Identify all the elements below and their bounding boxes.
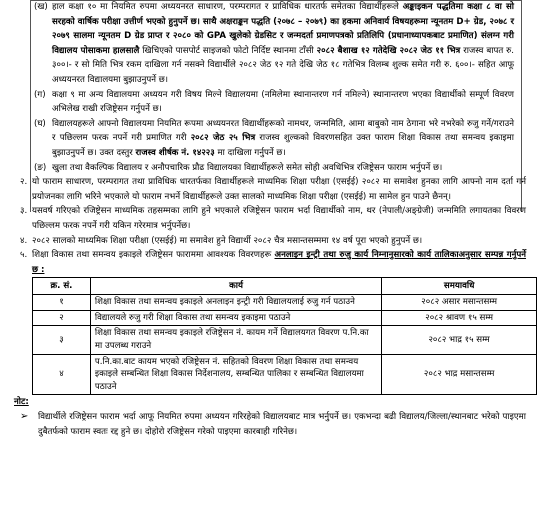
table-row: [33, 354, 537, 395]
item-text: यो फाराम साधारण, परम्परागत तथा प्राविधिक धारतर्फका विद्यार्थीहरूले माध्यमिक शिक्षा परीक्षा (एसईई) २०८२ मा समावेश हुनका लागि आफ्नो नाम दर्ता गर्न प्रयोजनका लागि भरिने भएकाले यो फाराम नभर्ने विद्यार्थीहरूले उक्त सालको माध्यमिक शिक्षा परीक्षा (एसईई) मा सामेल हुन पाउने छैनन्।: [32, 177, 526, 202]
section-gha-revenue-head: राजस्व शीर्षक नं. १४२२३: [135, 147, 215, 158]
item-number: ३.: [20, 206, 28, 217]
section-kha-label: (ख): [34, 2, 48, 12]
section-nga: [12, 161, 536, 176]
section-nga-label: (ङ): [34, 162, 47, 173]
section-kha: [12, 0, 536, 88]
section-kha-bold-3: खुलेको ग्रेडसिट र जन्मदर्ता प्रमाणपत्रको प्रतिलिपि (प्रधानाध्यापकबाट प्रमाणित) संलग्न गरी विद्यालय पोसाकमा हालसालै: [52, 31, 515, 56]
numbered-item: [12, 175, 536, 204]
cell-sn: २: [33, 310, 91, 326]
section-ga: [12, 88, 536, 117]
item-text: २०८२ सालको माध्यमिक शिक्षा परीक्षा (एसईई) मा समावेश हुने विद्यार्थी २०८२ चैत्र मसान्तसम्ममा १४ वर्ष पूरा भएको हुनुपर्ने छ।: [32, 235, 423, 246]
item-number: ४.: [20, 235, 28, 246]
section-kha-line-4: खिचिएको पासपोर्ट साइजको फोटो निर्दिष्ट स्थानमा टाँसी: [142, 45, 317, 56]
note-title: नोट:: [14, 397, 29, 408]
section-kha-line-4-end: राजस्व: [460, 45, 484, 56]
cell-deadline: २०८२ भाद्र मसान्तसम्म: [382, 354, 537, 395]
numbered-item: [12, 204, 536, 233]
section-kha-deadline: २०८२ बैशाख १२ गतेदेखि २०८२ जेठ ११ भित्र: [316, 45, 461, 56]
section-kha-text: [52, 0, 514, 88]
note-item: [12, 410, 536, 439]
header-deadline: समयावधि: [382, 278, 537, 295]
section-ga-label: (ग): [34, 89, 46, 100]
section-gha-line-3: राजस्व शुल्कको विवरणसहित उक्त फाराम शिक्षा विकास तथा समन्वय इकाइमा बुझाउनुपर्ने छ। उक्त दस्तुर: [52, 133, 515, 158]
section-nga-text: खुला तथा वैकल्पिक विद्यालय र अनौपचारिक प्रौढ विद्यालयका विद्यार्थीहरूले समेत सोही अवधिभित्र रजिष्ट्रेसन फाराम भर्नुपर्ने छ।: [52, 162, 443, 173]
item-text: यसवर्ष गरिएको रजिष्ट्रेसन माध्यमिक तहसम्मका लागि हुने भएकाले रजिष्ट्रेसन फाराम भर्दा विद्यार्थीको नाम, थर (नेपाली/अङ्ग्रेजी) जन्ममिति लगायतका विवरण पछिल्लम फरक नपर्ने गरी यकिन गरेरमात्र भर्नुपर्नेछ।: [32, 206, 526, 231]
section-kha-bold-2: साथै अक्षराङ्कन पद्धति (२०७८ – २०७९) का हकमा अनिवार्य विषयहरूमा न्यूनतम D+ ग्रेड, २०७८ र २०७९ सालमा न्यूनतम D ग्रेड प्राप्त र २०८० को GPA: [52, 16, 514, 42]
header-work: कार्य: [90, 278, 381, 295]
note-text: विद्यार्थीले रजिष्ट्रेसन फाराम भर्दा आफू नियमित रुपमा अध्ययन गरिरहेको विद्यालयबाट मात्र भर्नुपर्ने छ। एकभन्दा बढी विद्यालय/जिल्ला/स्थानबाट भरेको पाइएमा दुबैतर्फको फाराम स्वतः रद्द हुने छ। दोहोरो रजिष्ट्रेसन गरेको पाइएमा कारबाही गरिनेछ।: [38, 412, 526, 437]
cell-deadline: २०८२ श्रावण १५ सम्म: [382, 310, 537, 326]
section-gha: [12, 117, 536, 161]
section-gha-text: [52, 117, 514, 161]
section-kha-line-5: बापत रु. ३००।- र सो मिति भित्र रकम दाखिला गर्न नसक्ने विद्यार्थीले २०८२ जेठ १२ गते देखि जेठ १८ गतेभित्र: [52, 45, 515, 71]
table-header-row: [33, 278, 537, 295]
header-sn: क्र. सं.: [33, 278, 91, 295]
section-kha-line-6: विलम्ब शुल्क समेत गरी रु. ६००।- सहित आफू अध्ययनरत विद्यालयमा बुझाउनुपर्ने छ।: [52, 60, 514, 85]
section-kha-bold-1: अङ्काइकन पद्धतिमा कक्षा ८ वा सो सरहको वार्षिक परीक्षा उत्तीर्ण भएको हुनुपर्ने छ।: [52, 2, 514, 27]
section-kha-line-1: हाल कक्षा १० मा नियमित रुपमा अध्ययनरत साधारण, परम्परागत र प्राविधिक धारतर्फ समेतका विद्यार्थीहरूले: [52, 2, 399, 12]
section-gha-line-1: विद्यालयहरूले आफ्नो विद्यालयमा नियमित रूपमा अध्ययनरत विद्यार्थीहरूको नामथर, जन्ममिति, आमा बाबुको नाम ठेगाना भरे नभरेको रुजु गर्ने/गराउने र पछिल्लम फरक नपर्ने गरी प्रमाणित गरी: [52, 118, 514, 144]
note-items: [12, 410, 536, 439]
section-gha-label: (घ): [34, 118, 46, 129]
section-ga-text: कक्षा ९ मा अन्य विद्यालयमा अध्ययन गरी विषय मिल्ने विद्यालयमा (नमिलेमा स्थानान्तरण गर्न नमिल्ने) स्थानान्तरण भएका विद्यार्थीको सम्पूर्ण विवरण अभिलेख राखी रजिष्ट्रेसन गर्नुपर्ने छ।: [52, 89, 514, 115]
section-gha-line-5: मा दाखिला गर्नुपर्ने छ।: [214, 147, 286, 158]
section-gha-deadline: २०८२ जेठ २५ भित्र: [190, 133, 256, 144]
item-5-text-1: शिक्षा विकास तथा समन्वय इकाइले रजिष्ट्रेसन फाराममा आवश्यक विवरणहरू: [32, 250, 275, 261]
item-number: २.: [20, 177, 28, 188]
cell-work: विद्यालयले रुजु गरी शिक्षा विकास तथा समन्वय इकाइमा पठाउने: [90, 310, 381, 326]
table-row: [33, 295, 537, 311]
cell-sn: १: [33, 295, 91, 311]
table-body: [33, 295, 537, 395]
cell-work: प.नि.का.बाट कायम भएको रजिष्ट्रेसन नं. सहितको विवरण शिक्षा विकास तथा समन्वय इकाइले सम्बन्धित शिक्षा विकास निर्देशनालय, सम्बन्धित पालिका र सम्बन्धित विद्यालयमा पठाउने: [90, 354, 381, 395]
cell-deadline: २०८२ असार मसान्तसम्म: [382, 295, 537, 311]
arrow-bullet-icon: ➢: [20, 411, 29, 423]
cell-work: शिक्षा विकास तथा समन्वय इकाइले अनलाइन इन्ट्री गरी विद्यालयलाई रुजु गर्न पठाउने: [90, 295, 381, 311]
numbered-items: [12, 175, 536, 248]
numbered-item: [12, 234, 536, 249]
item-5: [12, 248, 536, 277]
item-5-text: [32, 248, 526, 277]
item-5-number: ५.: [20, 250, 28, 261]
cell-sn: ४: [33, 354, 91, 395]
cell-work: शिक्षा विकास तथा समन्वय इकाइले रजिष्ट्रेसन नं. कायम गर्ने विद्यालयगत विवरण प.नि.का मा उपलब्ध गराउने: [90, 326, 381, 354]
cell-sn: ३: [33, 326, 91, 354]
item-5-text-2: अनलाइन इन्ट्री तथा रुजु कार्य निम्नानुसारको कार्य तालिकाअनुसार सम्पन्न गर्नुपर्ने छ :: [32, 250, 527, 275]
table-row: [33, 326, 537, 354]
cell-deadline: २०८२ भाद्र १५ सम्म: [382, 326, 537, 354]
schedule-table: [32, 277, 537, 395]
table-row: [33, 310, 537, 326]
